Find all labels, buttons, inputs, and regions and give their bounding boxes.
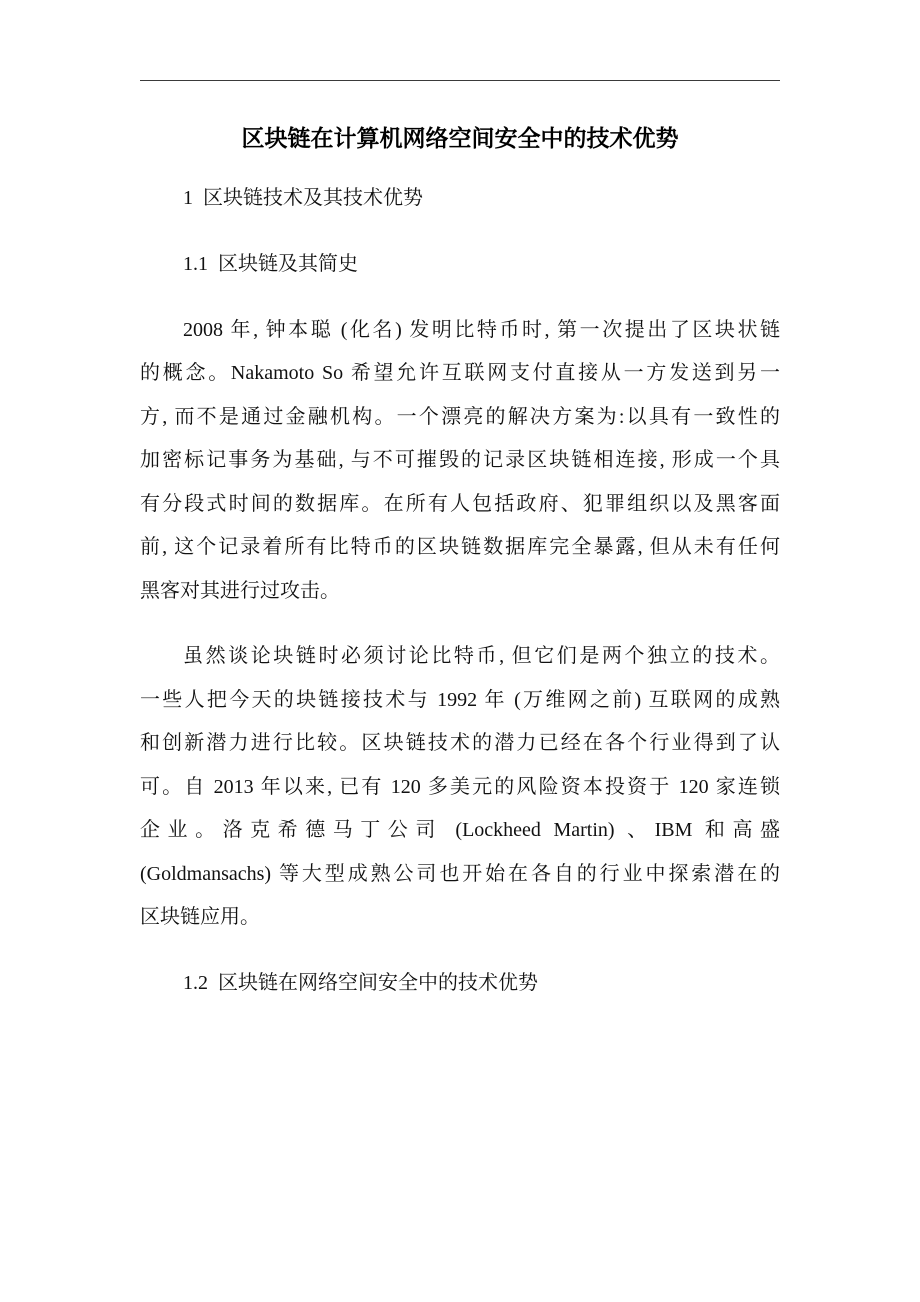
- section-heading-1-1: 1.1 区块链及其简史: [183, 253, 358, 275]
- paragraph-line: 前, 这个记录着所有比特币的区块链数据库完全暴露, 但从未有任何: [140, 536, 780, 558]
- paragraph-line: 2008 年, 钟本聪 (化名) 发明比特币时, 第一次提出了区块状链: [183, 319, 780, 341]
- paragraph-line: 一些人把今天的块链接技术与 1992 年 (万维网之前) 互联网的成熟: [140, 689, 780, 711]
- paragraph-line: 方, 而不是通过金融机构。一个漂亮的解决方案为:以具有一致性的: [140, 406, 780, 428]
- section-heading-1: 1 区块链技术及其技术优势: [183, 187, 423, 209]
- paragraph-line: 有分段式时间的数据库。在所有人包括政府、犯罪组织以及黑客面: [140, 493, 780, 515]
- paragraph-line: 企业。洛克希德马丁公司 (Lockheed Martin) 、IBM 和高盛: [140, 819, 780, 841]
- paragraph-line: 和创新潜力进行比较。区块链技术的潜力已经在各个行业得到了认: [140, 732, 780, 754]
- document-title: 区块链在计算机网络空间安全中的技术优势: [241, 126, 679, 152]
- paragraph-line: (Goldmansachs) 等大型成熟公司也开始在各自的行业中探索潜在的: [140, 863, 780, 885]
- paragraph-line: 加密标记事务为基础, 与不可摧毁的记录区块链相连接, 形成一个具: [140, 449, 780, 471]
- paragraph-line: 虽然谈论块链时必须讨论比特币, 但它们是两个独立的技术。: [183, 645, 780, 667]
- paragraph-line: 的概念。Nakamoto So 希望允许互联网支付直接从一方发送到另一: [140, 362, 780, 384]
- paragraph-line: 可。自 2013 年以来, 已有 120 多美元的风险资本投资于 120 家连锁: [140, 776, 780, 798]
- paragraph-line: 黑客对其进行过攻击。: [140, 580, 340, 602]
- paragraph-line: 区块链应用。: [140, 906, 260, 928]
- section-heading-1-2: 1.2 区块链在网络空间安全中的技术优势: [183, 972, 538, 994]
- header-rule: [140, 80, 780, 81]
